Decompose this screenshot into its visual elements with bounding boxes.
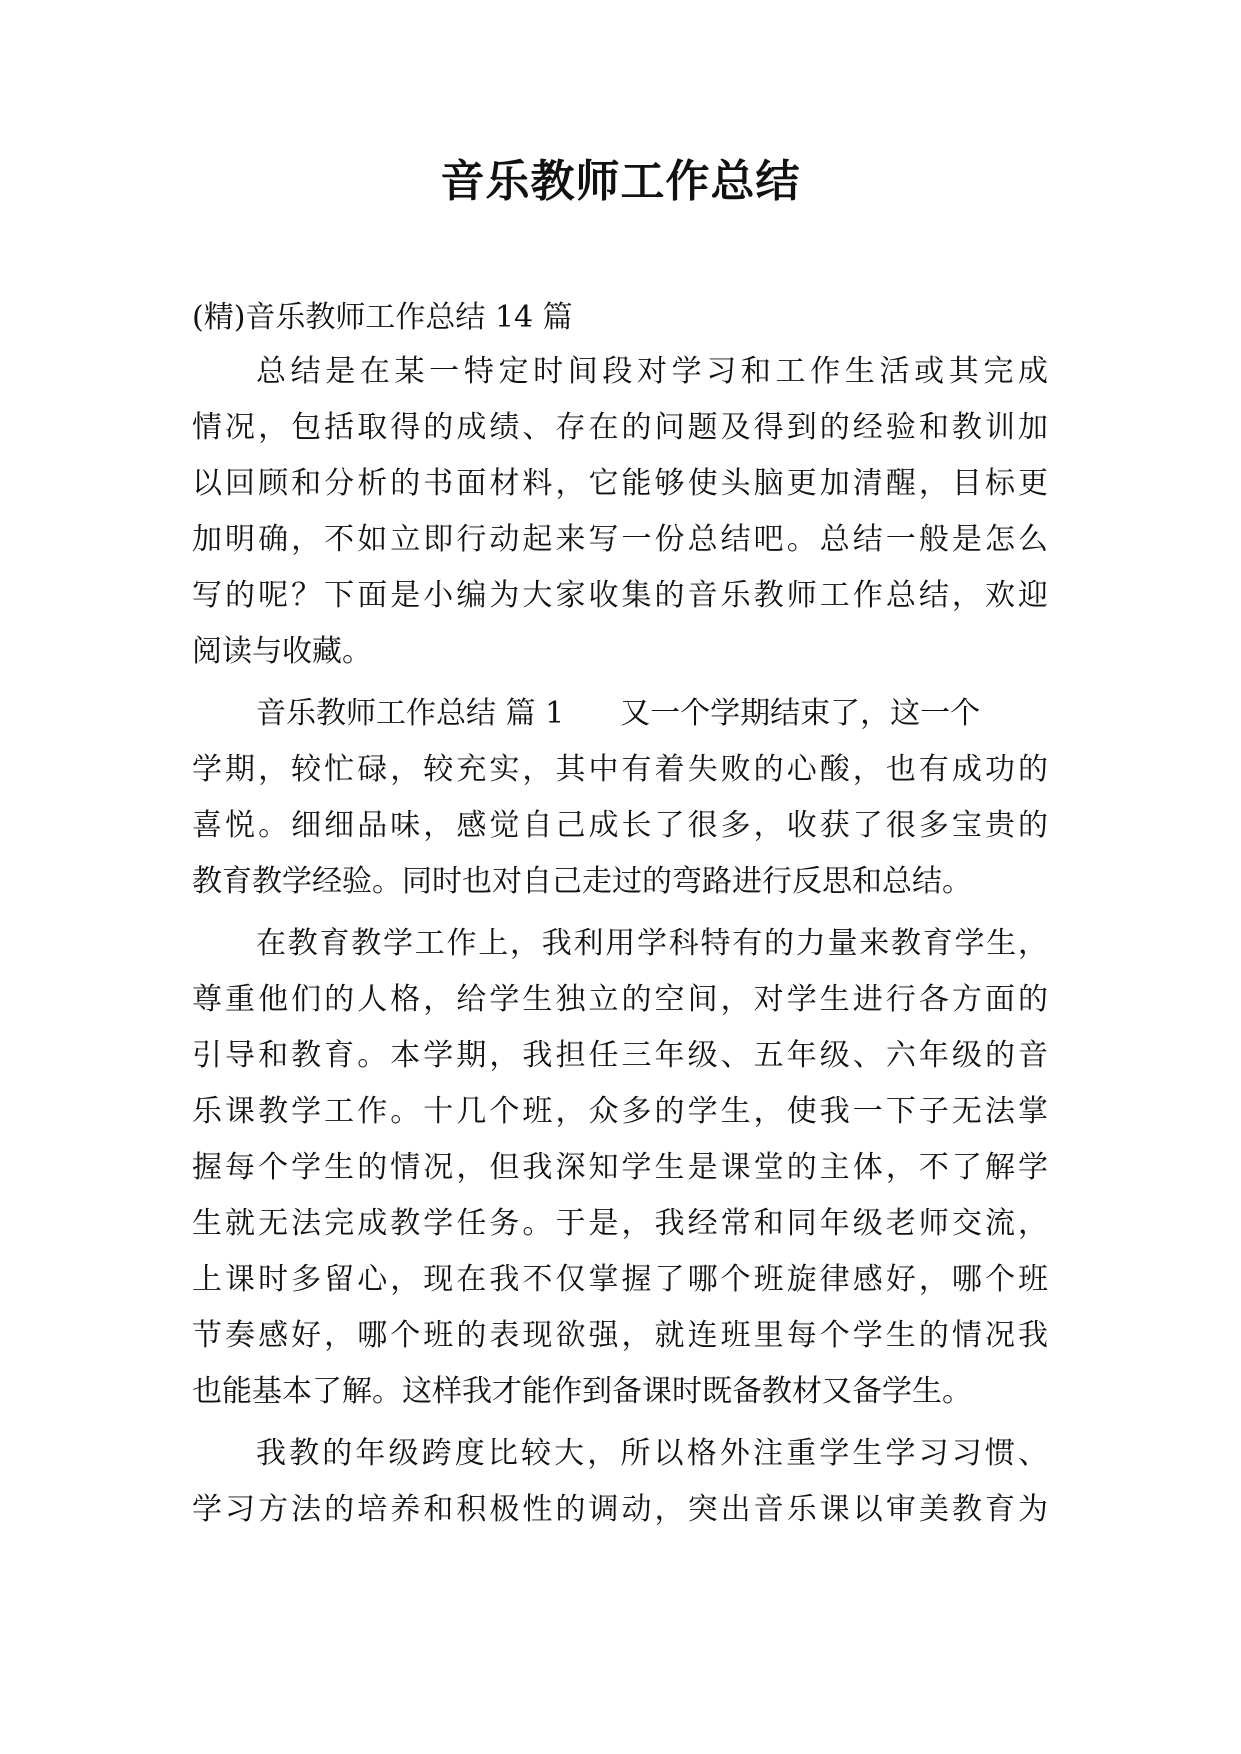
para3-line: 学习方法的培养和积极性的调动，突出音乐课以审美教育为 [192,1492,1048,1527]
para2-line: 尊重他们的人格，给学生独立的空间，对学生进行各方面的 [192,982,1048,1017]
para2-line: 也能基本了解。这样我才能作到备课时既备教材又备学生。 [192,1374,972,1409]
intro-line: 写的呢？下面是小编为大家收集的音乐教师工作总结，欢迎 [192,578,1048,613]
para2-line: 上课时多留心，现在我不仅掌握了哪个班旋律感好，哪个班 [192,1262,1048,1297]
para2-line: 生就无法完成教学任务。于是，我经常和同年级老师交流， [192,1206,1048,1241]
para3-line: 我教的年级跨度比较大，所以格外注重学生学习习惯、 [256,1436,1048,1471]
section1-line: 又一个学期结束了，这一个 [620,696,981,731]
document-title: 音乐教师工作总结 [440,156,801,207]
intro-line: 情况，包括取得的成绩、存在的问题及得到的经验和教训加 [192,410,1048,445]
intro-line: 阅读与收藏。 [192,634,372,669]
para2-line: 在教育教学工作上，我利用学科特有的力量来教育学生， [256,926,1048,961]
section1-line: 喜悦。细细品味，感觉自己成长了很多，收获了很多宝贵的 [192,808,1048,843]
section1-line: 教育教学经验。同时也对自己走过的弯路进行反思和总结。 [192,864,972,899]
document-subtitle: (精)音乐教师工作总结 14 篇 [192,300,573,335]
intro-line: 加明确，不如立即行动起来写一份总结吧。总结一般是怎么 [192,522,1048,557]
para2-line: 乐课教学工作。十几个班，众多的学生，使我一下子无法掌 [192,1094,1048,1129]
intro-line: 以回顾和分析的书面材料，它能够使头脑更加清醒，目标更 [192,466,1048,501]
section1-first-line [256,686,1048,742]
section1-heading: 音乐教师工作总结 篇 1 [256,696,565,731]
para2-line: 节奏感好，哪个班的表现欲强，就连班里每个学生的情况我 [192,1318,1048,1353]
para2-line: 握每个学生的情况，但我深知学生是课堂的主体，不了解学 [192,1150,1048,1185]
para2-line: 引导和教育。本学期，我担任三年级、五年级、六年级的音 [192,1038,1048,1073]
intro-line: 总结是在某一特定时间段对学习和工作生活或其完成 [256,354,1048,389]
section1-line: 学期，较忙碌，较充实，其中有着失败的心酸，也有成功的 [192,752,1048,787]
